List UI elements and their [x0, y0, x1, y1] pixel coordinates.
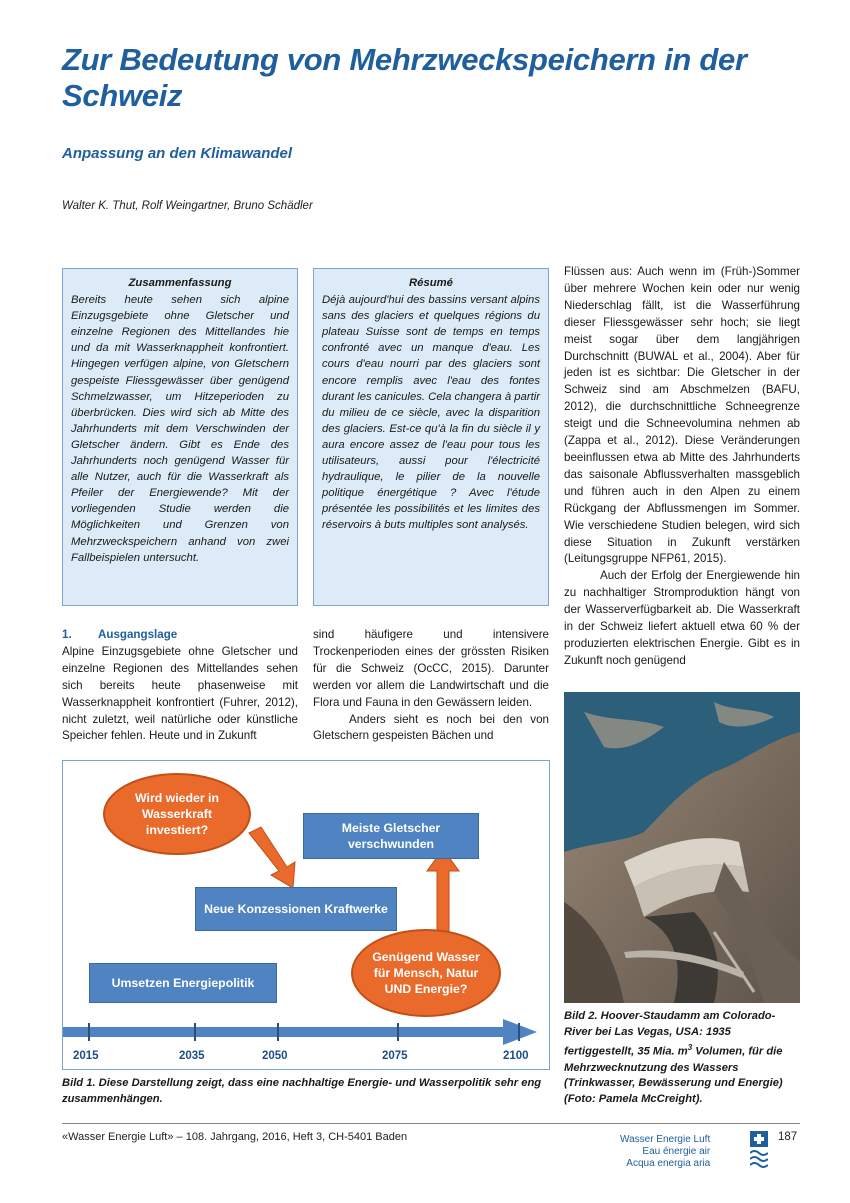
section-heading: [62, 627, 298, 644]
figure-2-caption: [564, 1009, 800, 1107]
article-title: Zur Bedeutung von Mehrzweckspeichern in der Schweiz: [62, 42, 747, 113]
summary-german-heading: Zusammenfassung: [128, 277, 232, 289]
paragraph: Anders sieht es noch bei den von Gletschern gespeisten Bächen und: [313, 712, 549, 743]
page-number: 187: [778, 1131, 798, 1143]
year-label: 2015: [73, 1050, 99, 1062]
authors: Walter K. Thut, Rolf Weingartner, Bruno Schädler: [62, 200, 313, 212]
section-title: Ausgangslage: [98, 628, 178, 641]
year-label: 2050: [262, 1050, 288, 1062]
brand-de: Wasser Energie Luft: [620, 1134, 711, 1145]
footer-journal: «Wasser Energie Luft» – 108. Jahrgang, 2016, Heft 3, CH-5401 Baden: [62, 1131, 408, 1143]
paragraph: sind häufigere und intensivere Trockenperioden eines der grössten Risiken für die Schweiz (OcCC, 2015). Darunter werden vor allem die Landwirtschaft und die Flora und Fauna in den Gewässern leiden.: [313, 628, 549, 709]
box-energy-policy: Umsetzen Energiepolitik: [89, 963, 277, 1003]
ellipse-invest-question: Wird wieder in Wasserkraft investiert?: [103, 773, 251, 855]
footer-brand: [620, 1134, 710, 1170]
arrow-invest-to-concessions: [249, 827, 295, 888]
timeline-bar: [63, 1027, 503, 1037]
column-1: [62, 627, 298, 745]
summary-german-text: Bereits heute sehen sich alpine Einzugsgebiete ohne Gletscher und einzelne Regionen des Mittellandes hie und da mit Wasserknappheit konfrontiert. Hingegen verfügen alpine, von Gletschern gespeiste Fliessgewässer über genügend Schmelzwasser, um Hitzeperioden zu überbrücken. Dies wird sich ab Mitte des Jahrhunderts mit dem Verschwinden der Gletscher ändern. Gibt es Ende des Jahrhunderts noch genügend Wasser für alle Nutzer, auch für die Wasserkraft als Pfeiler der Energiewende? Mit der vorliegenden Studie werden die Möglichkeiten und Grenzen von Mehrzweckspeichern anhand von zwei Fallbeispielen untersucht.: [71, 294, 289, 564]
box-new-concessions: Neue Konzessionen Kraftwerke: [195, 887, 397, 931]
photo-illustration: [564, 692, 800, 1003]
summary-french: [313, 268, 549, 606]
footer-divider: [62, 1123, 800, 1124]
figure-1-caption: Bild 1. Diese Darstellung zeigt, dass eine nachhaltige Energie- und Wasserpolitik sehr eng zusammenhängen.: [62, 1077, 542, 1105]
ellipse-water-question: Genügend Wasser für Mensch, Natur UND Energie?: [351, 929, 501, 1017]
swiss-logo-icon: [750, 1131, 768, 1171]
summary-german: [62, 268, 298, 606]
summary-french-text: Déjà aujourd'hui des bassins versant alpins sans des glaciers et quelques régions du plateau Suisse sont de temps en temps confronté avec un manque d'eau. Les cours d'eau nourri par des glaciers sont encore remplis avec l'eau des fontes durant les canicules. Cela changera à partir du milieu de ce siècle, avec la disparition des glaciers. Est-ce qu'à la fin du siècle il y aura encore assez de l'eau pour tous les utilisateurs, aussi pour l'électricité hydraulique, le pilier de la nouvelle politique énergétique ? Avec l'étude présentée les possibilités et les limites des réservoirs à buts multiples sont analysés.: [322, 294, 540, 532]
paragraph: Flüssen aus: Auch wenn im (Früh-)Sommer über mehrere Wochen kein oder nur wenig Niederschlag fällt, ist die Wasserführung dieser Fliessgewässer sehr hoch; sie liegt meist sogar über dem langjährigen Durchschnitt (BUWAL et al., 2004). Aber für jeden ist es sichtbar: Die Gletscher in der Schweiz sind am Abschmelzen (BAFU, 2012), die durchschnittliche Schneegrenze steigt und die Schneevolumina nehmen ab (Zappa et al., 2012). Diese Veränderungen beeinflussen etwa ab Mitte des Jahrhunderts das saisonale Abflussverhalten massgeblich und führen auch in den Alpen zu einem Rückgang der Abflussmengen im Sommer. Wie verschiedene Studien belegen, wird sich diese Situation in Zukunft verstärken (Leitungsgruppe NFP61, 2015).: [564, 265, 800, 566]
arrow-water-to-glaciers: [427, 849, 459, 931]
year-label: 2075: [382, 1050, 408, 1062]
brand-it: Acqua energia aria: [626, 1158, 711, 1169]
figure-1-diagram: [62, 760, 550, 1070]
caption-text: Bild 2. Hoover-Staudamm am Colorado-River bei Las Vegas, USA: 1935 fertiggestellt, 35 Mia. m: [564, 1010, 776, 1058]
caption-text: Volumen, für die Mehrzwecknutzung des Wassers (Trinkwasser, Bewässerung und Energie) (Foto: Pamela McCreight).: [564, 1045, 783, 1105]
article-subtitle: Anpassung an den Klimawandel: [62, 145, 293, 162]
summary-french-heading: Résumé: [409, 277, 453, 289]
brand-fr: Eau énergie air: [642, 1146, 711, 1157]
caption-superscript: 3: [687, 1043, 693, 1053]
column-3: [564, 264, 800, 670]
year-label: 2035: [179, 1050, 205, 1062]
column-2: [313, 627, 549, 745]
section-number: 1.: [62, 628, 72, 641]
paragraph: Alpine Einzugsgebiete ohne Gletscher und einzelne Regionen des Mittellandes sehen sich bereits heute phasenweise mit Wasserknappheit konfrontiert (Fuhrer, 2012), nicht zuletzt, weil natürliche oder künstliche Speicher fehlen. Heute und in Zukunft: [62, 644, 298, 743]
box-glaciers-gone: Meiste Gletscher verschwunden: [303, 813, 479, 859]
hoover-dam-photo: [564, 692, 800, 1003]
paragraph: Auch der Erfolg der Energiewende hin zu nachhaltiger Stromproduktion hängt von der Wasserverfügbarkeit ab. Die Wasserkraft in der Schweiz liefert aktuell etwa 60 % der produzierten elektrischen Energie. Gibt es in Zukunft noch genügend: [564, 569, 800, 667]
year-label: 2100: [503, 1050, 529, 1062]
